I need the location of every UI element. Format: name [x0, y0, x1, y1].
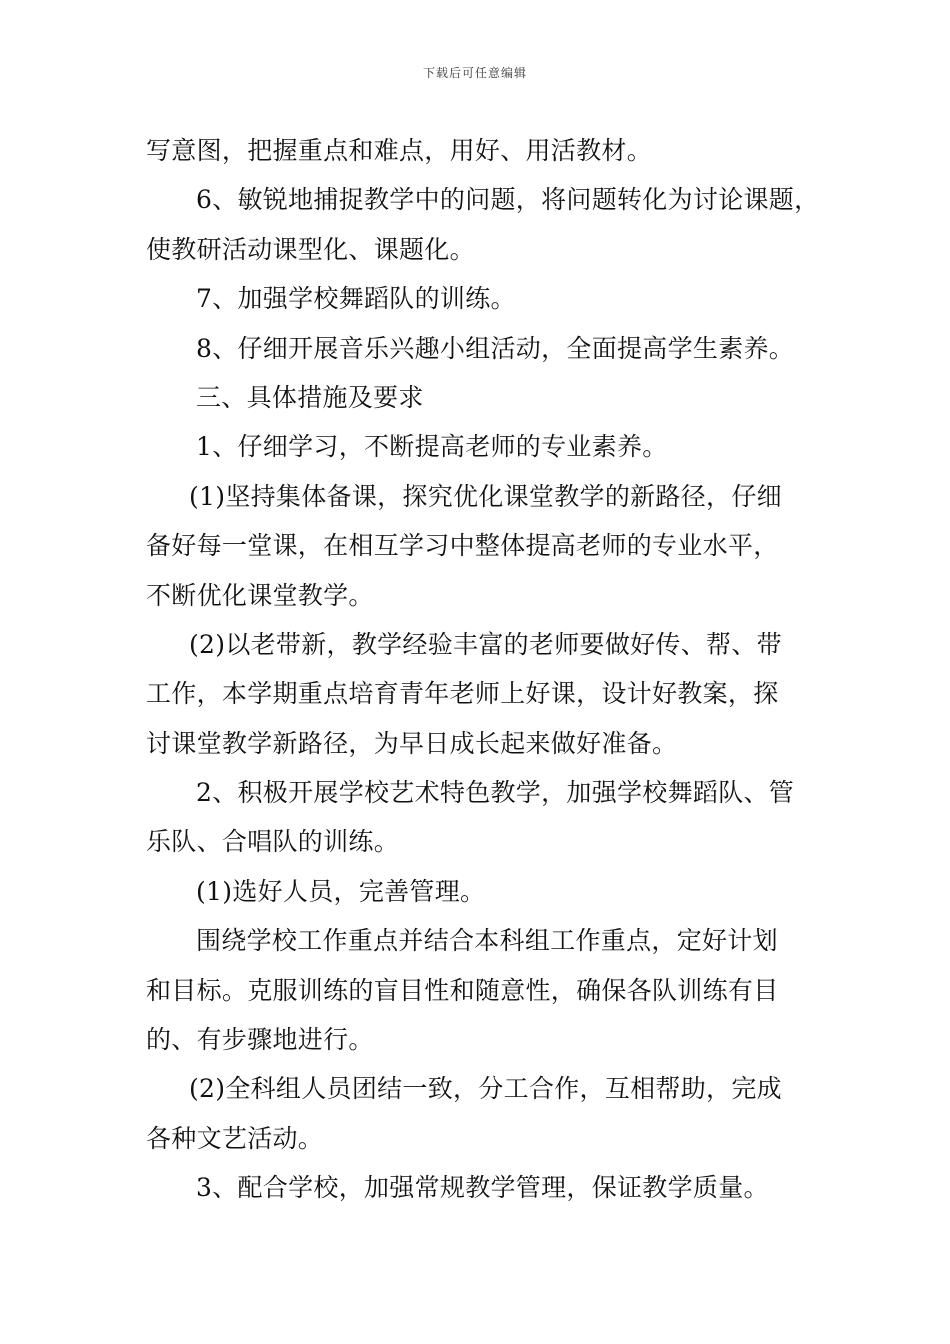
text-line: 各种文艺活动。	[146, 1123, 324, 1153]
text-line: 6、敏锐地捕捉教学中的问题，将问题转化为讨论课题，	[196, 185, 820, 215]
text-line: (2)以老带新，教学经验丰富的老师要做好传、帮、带	[189, 629, 782, 659]
text-line: 的、有步骤地进行。	[146, 1025, 374, 1055]
text-line: 8、仔细开展音乐兴趣小组活动，全面提高学生素养。	[196, 333, 795, 363]
text-line: 2、积极开展学校艺术特色教学，加强学校舞蹈队、管	[196, 778, 795, 808]
text-line: 和目标。克服训练的盲目性和随意性，确保各队训练有目	[146, 975, 779, 1005]
text-line: 乐队、合唱队的训练。	[146, 827, 400, 857]
text-line: 写意图，把握重点和难点，用好、用活教材。	[146, 136, 653, 165]
text-line: 3、配合学校，加强常规教学管理，保证教学质量。	[196, 1173, 769, 1203]
text-line: (2)全科组人员团结一致，分工合作，互相帮助，完成	[189, 1074, 782, 1104]
text-line: 围绕学校工作重点并结合本科组工作重点，定好计划	[196, 926, 778, 956]
text-line: 使教研活动课型化、课题化。	[146, 234, 475, 264]
text-line: (1)选好人员，完善管理。	[196, 876, 486, 906]
text-line: 工作，本学期重点培育青年老师上好课，设计好教案，探	[146, 679, 779, 709]
text-line: 7、加强学校舞蹈队的训练。	[196, 284, 516, 314]
section-heading: 三、具体措施及要求	[196, 382, 424, 412]
body-text	[146, 126, 820, 1213]
text-line: 1、仔细学习，不断提高老师的专业素养。	[196, 432, 668, 462]
text-line: 备好每一堂课，在相互学习中整体提高老师的专业水平，	[146, 531, 779, 561]
text-line: (1)坚持集体备课，探究优化课堂教学的新路径，仔细	[189, 481, 782, 511]
text-line: 不断优化课堂教学。	[146, 580, 374, 610]
text-line: 讨课堂教学新路径，为早日成长起来做好准备。	[146, 728, 678, 758]
page-header: 下载后可任意编辑	[422, 66, 527, 80]
